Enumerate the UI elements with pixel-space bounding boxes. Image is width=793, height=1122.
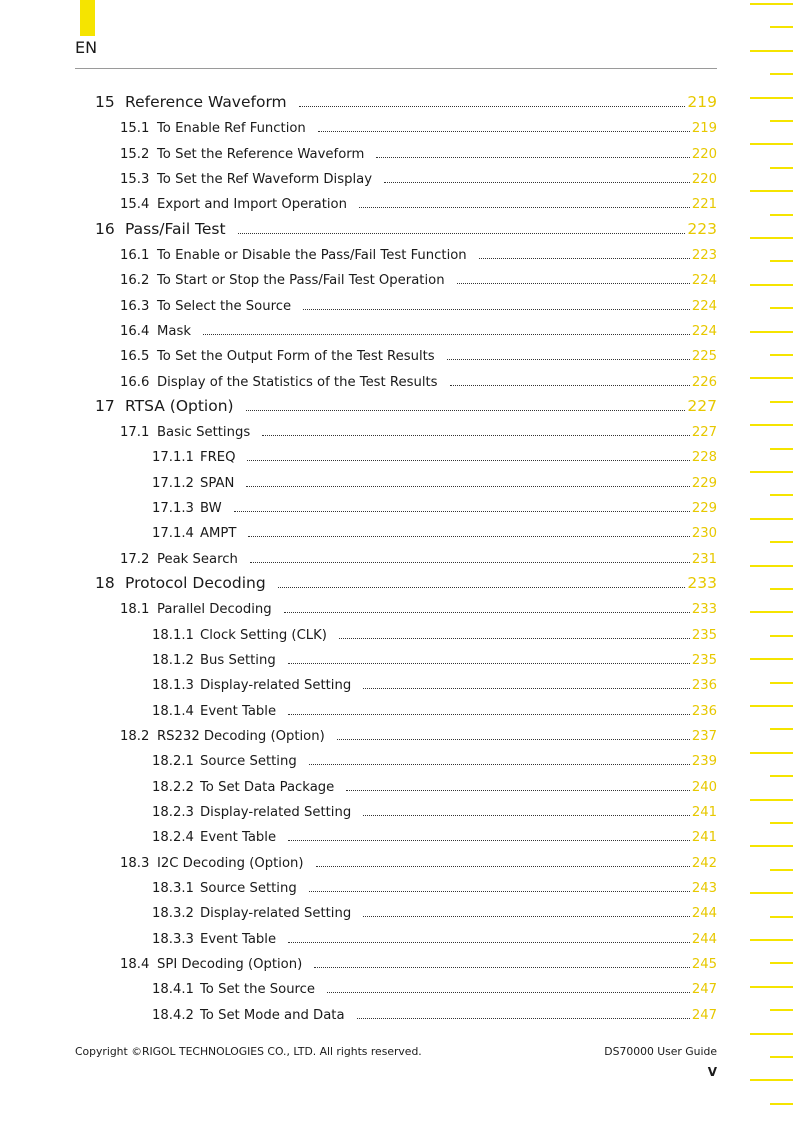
toc-page-link[interactable]: 247 (691, 1007, 717, 1023)
toc-entry-number: 16.3 (120, 298, 150, 314)
toc-entry-number: 18.1.4 (152, 703, 194, 719)
toc-entry-title: Pass/Fail Test (125, 219, 226, 238)
toc-page-link[interactable]: 235 (691, 653, 717, 669)
toc-page-link[interactable]: 247 (691, 982, 717, 998)
toc-entry-title: RS232 Decoding (Option) (157, 729, 325, 744)
toc-dot-leader (339, 638, 690, 639)
toc-dot-leader (299, 106, 686, 107)
toc-page-link[interactable]: 235 (691, 627, 717, 643)
toc-entry-18-3-3[interactable] (152, 927, 717, 947)
toc-entry-17-2[interactable] (120, 547, 717, 567)
toc-entry-number: 18.2.2 (152, 779, 194, 795)
toc-entry-title: To Set the Source (200, 982, 316, 998)
toc-entry-title: To Start or Stop the Pass/Fail Test Operation (157, 273, 445, 289)
toc-page-link[interactable]: 243 (691, 880, 717, 896)
toc-dot-leader (314, 967, 690, 968)
toc-entry-title: Mask (157, 323, 191, 339)
toc-entry-number: 16.4 (120, 323, 150, 339)
toc-entry-title: Display of the Statistics of the Test Results (157, 374, 438, 390)
toc-entry-title: BW (200, 501, 222, 517)
toc-entry-15-2[interactable] (120, 142, 717, 162)
toc-dot-leader (262, 435, 690, 436)
toc-entry-title: I2C Decoding (Option) (157, 855, 304, 871)
toc-entry-18-4-2[interactable] (152, 1003, 717, 1023)
toc-entry-number: 17.2 (120, 551, 150, 567)
toc-entry-number: 17.1 (120, 425, 150, 441)
toc-entry-title: Bus Setting (200, 653, 276, 669)
toc-entry-title: Event Table (200, 703, 277, 719)
toc-page-link[interactable]: 229 (691, 475, 717, 491)
toc-dot-leader (447, 359, 690, 360)
toc-page-link[interactable]: 220 (691, 171, 717, 187)
toc-dot-leader (246, 410, 686, 411)
toc-entry-18[interactable] (95, 572, 717, 592)
toc-entry-18-1-2[interactable] (152, 648, 717, 668)
toc-entry-number: 18.1.3 (152, 678, 194, 694)
toc-entry-number: 18.3 (120, 855, 150, 871)
toc-entry-15-1[interactable] (120, 116, 717, 136)
toc-entry-title: Display-related Setting (200, 678, 352, 694)
toc-page-link[interactable]: 225 (691, 349, 717, 365)
toc-entry-number: 15.1 (120, 121, 150, 137)
toc-entry-number: 18.3.1 (152, 880, 194, 896)
toc-dot-leader (303, 309, 690, 310)
toc-page-link[interactable]: 219 (691, 121, 717, 137)
toc-entry-18-3[interactable] (120, 851, 717, 871)
toc-entry-16-4[interactable] (120, 319, 717, 339)
toc-page-link[interactable]: 230 (691, 526, 717, 542)
toc-entry-number: 15.2 (120, 146, 150, 162)
toc-dot-leader (376, 157, 690, 158)
toc-entry-title: Basic Settings (157, 425, 251, 441)
toc-entry-number: 18.1.2 (152, 653, 194, 669)
toc-entry-18-2[interactable] (120, 724, 717, 744)
language-label: EN (75, 38, 98, 57)
toc-entry-title: SPAN (200, 475, 235, 491)
toc-page-link[interactable]: 236 (691, 703, 717, 719)
toc-entry-title: AMPT (200, 526, 237, 542)
toc-dot-leader (203, 334, 690, 335)
toc-dot-leader (318, 131, 690, 132)
toc-entry-number: 18.4 (120, 956, 150, 972)
toc-entry-title: To Set the Ref Waveform Display (157, 171, 373, 187)
toc-entry-title: To Select the Source (157, 298, 292, 314)
toc-entry-number: 16 (95, 219, 115, 238)
toc-entry-title: Event Table (200, 830, 277, 846)
toc-entry-18-1[interactable] (120, 597, 717, 617)
toc-entry-title: Peak Search (157, 551, 238, 567)
toc-entry-title: Display-related Setting (200, 804, 352, 820)
toc-entry-16-3[interactable] (120, 294, 717, 314)
toc-entry-number: 16.1 (120, 247, 150, 263)
toc-entry-17-1[interactable] (120, 420, 717, 440)
toc-page-link[interactable]: 240 (691, 779, 717, 795)
toc-entry-title: Protocol Decoding (125, 574, 266, 593)
toc-entry-16-2[interactable] (120, 268, 717, 288)
toc-dot-leader (278, 587, 686, 588)
toc-entry-title: To Set the Output Form of the Test Results (157, 349, 435, 365)
toc-entry-18-2-2[interactable] (152, 775, 717, 795)
toc-page-link[interactable]: 227 (691, 425, 717, 441)
toc-entry-title: Parallel Decoding (157, 602, 272, 618)
toc-entry-number: 17.1.3 (152, 501, 194, 517)
toc-entry-title: RTSA (Option) (125, 396, 234, 415)
toc-entry-number: 18.2.3 (152, 804, 194, 820)
toc-entry-title: Export and Import Operation (157, 197, 347, 213)
toc-entry-18-1-4[interactable] (152, 699, 717, 719)
page-number: V (707, 1065, 717, 1079)
toc-page-link[interactable]: 227 (687, 396, 717, 415)
toc-entry-18-2-4[interactable] (152, 825, 717, 845)
toc-page-link[interactable]: 224 (691, 273, 717, 289)
toc-entry-number: 16.2 (120, 273, 150, 289)
toc-entry-18-2-1[interactable] (152, 749, 717, 769)
toc-page-link[interactable]: 231 (691, 551, 717, 567)
toc-entry-16-1[interactable] (120, 243, 717, 263)
toc-page-link[interactable]: 233 (687, 574, 717, 593)
toc-entry-18-2-3[interactable] (152, 800, 717, 820)
toc-dot-leader (359, 207, 690, 208)
toc-entry-number: 18 (95, 574, 115, 593)
toc-dot-leader (284, 612, 690, 613)
toc-entry-17-1-3[interactable] (152, 496, 717, 516)
toc-page-link[interactable]: 233 (691, 602, 717, 618)
toc-entry-title: To Enable Ref Function (157, 121, 306, 137)
toc-entry-17-1-2[interactable] (152, 471, 717, 491)
toc-entry-15-3[interactable] (120, 167, 717, 187)
copyright-notice: Copyright ©RIGOL TECHNOLOGIES CO., LTD. All rights reserved. (75, 1045, 422, 1058)
toc-page-link[interactable]: 221 (691, 197, 717, 213)
toc-entry-17-1-4[interactable] (152, 521, 717, 541)
toc-dot-leader (363, 815, 690, 816)
toc-entry-title: To Enable or Disable the Pass/Fail Test Function (157, 247, 467, 263)
toc-entry-18-1-3[interactable] (152, 673, 717, 693)
toc-dot-leader (479, 258, 690, 259)
toc-dot-leader (247, 460, 689, 461)
toc-dot-leader (316, 866, 690, 867)
toc-entry-16-5[interactable] (120, 344, 717, 364)
toc-dot-leader (246, 486, 689, 487)
toc-dot-leader (327, 992, 690, 993)
toc-page-link[interactable]: 236 (691, 678, 717, 694)
toc-entry-number: 18.3.3 (152, 931, 194, 947)
toc-entry-number: 18.1 (120, 602, 150, 618)
toc-entry-title: Clock Setting (CLK) (200, 627, 327, 643)
toc-entry-15-4[interactable] (120, 192, 717, 212)
toc-page-link[interactable]: 244 (691, 931, 717, 947)
toc-entry-number: 18.4.2 (152, 1007, 194, 1023)
toc-entry-18-3-2[interactable] (152, 901, 717, 921)
toc-dot-leader (363, 688, 690, 689)
toc-page-link[interactable]: 241 (691, 804, 717, 820)
toc-entry-title: Reference Waveform (125, 93, 287, 111)
toc-entry-number: 17 (95, 396, 115, 415)
toc-page-link[interactable]: 223 (687, 219, 717, 238)
toc-dot-leader (363, 916, 690, 917)
toc-page-link[interactable]: 223 (691, 247, 717, 263)
toc-dot-leader (288, 714, 690, 715)
toc-entry-title: SPI Decoding (Option) (157, 956, 303, 972)
toc-dot-leader (309, 891, 690, 892)
toc-page-link[interactable]: 244 (691, 906, 717, 922)
toc-entry-17-1-1[interactable] (152, 445, 717, 465)
toc-entry-number: 18.2.1 (152, 754, 194, 770)
toc-entry-number: 15.3 (120, 171, 150, 187)
toc-page-link[interactable]: 241 (691, 830, 717, 846)
toc-dot-leader (357, 1018, 690, 1019)
toc-entry-number: 17.1.4 (152, 526, 194, 542)
toc-entry-title: FREQ (200, 450, 236, 466)
toc-page-link[interactable]: 219 (687, 93, 717, 111)
guide-title: DS70000 User Guide (604, 1045, 717, 1058)
toc-entry-title: Event Table (200, 931, 277, 947)
toc-entry-title: To Set Data Package (200, 779, 335, 795)
toc-page-link[interactable]: 242 (691, 855, 717, 871)
toc-entry-title: To Set the Reference Waveform (157, 146, 365, 162)
toc-entry-number: 15.4 (120, 197, 150, 213)
toc-page-link[interactable]: 220 (691, 146, 717, 162)
toc-entry-number: 18.2 (120, 729, 150, 744)
toc-entry-16-6[interactable] (120, 370, 717, 390)
toc-dot-leader (248, 536, 689, 537)
toc-dot-leader (337, 739, 690, 740)
toc-dot-leader (384, 182, 690, 183)
toc-entry-number: 17.1.2 (152, 475, 194, 491)
ruler-tick (770, 1103, 793, 1105)
toc-entry-title: Display-related Setting (200, 906, 352, 922)
toc-entry-number: 16.6 (120, 374, 150, 390)
toc-dot-leader (234, 511, 690, 512)
toc-entry-number: 18.3.2 (152, 906, 194, 922)
toc-page-link[interactable]: 224 (691, 323, 717, 339)
toc-dot-leader (250, 562, 690, 563)
toc-entry-number: 16.5 (120, 349, 150, 365)
toc-entry-number: 18.4.1 (152, 982, 194, 998)
toc-dot-leader (238, 233, 686, 234)
toc-dot-leader (288, 840, 690, 841)
toc-entry-title: Source Setting (200, 754, 297, 770)
toc-dot-leader (450, 385, 690, 386)
toc-dot-leader (309, 764, 690, 765)
toc-entry-number: 17.1.1 (152, 450, 194, 466)
toc-page-link[interactable]: 239 (691, 754, 717, 770)
toc-entry-18-3-1[interactable] (152, 876, 717, 896)
toc-page-link[interactable]: 228 (691, 450, 717, 466)
toc-dot-leader (288, 942, 690, 943)
toc-entry-number: 18.2.4 (152, 830, 194, 846)
toc-dot-leader (457, 283, 690, 284)
ruler-tick (770, 1056, 793, 1058)
toc-entry-number: 18.1.1 (152, 627, 194, 643)
toc-page-link[interactable]: 245 (691, 956, 717, 972)
toc-entry-18-4[interactable] (120, 952, 717, 972)
toc-page-link[interactable]: 226 (691, 374, 717, 390)
toc-page-link[interactable]: 224 (691, 298, 717, 314)
toc-entry-15[interactable] (95, 91, 717, 111)
toc-dot-leader (288, 663, 690, 664)
ruler-tick (750, 1033, 793, 1035)
toc-entry-18-4-1[interactable] (152, 977, 717, 997)
toc-page-link[interactable]: 229 (691, 501, 717, 517)
toc-entry-18-1-1[interactable] (152, 623, 717, 643)
toc-entry-title: Source Setting (200, 880, 297, 896)
toc-entry-number: 15 (95, 93, 115, 111)
toc-entry-17[interactable] (95, 395, 717, 415)
toc-page-link[interactable]: 237 (691, 729, 717, 744)
toc-entry-title: To Set Mode and Data (200, 1007, 345, 1023)
toc-dot-leader (346, 790, 690, 791)
ruler-tick (750, 1079, 793, 1081)
toc-entry-16[interactable] (95, 218, 717, 238)
